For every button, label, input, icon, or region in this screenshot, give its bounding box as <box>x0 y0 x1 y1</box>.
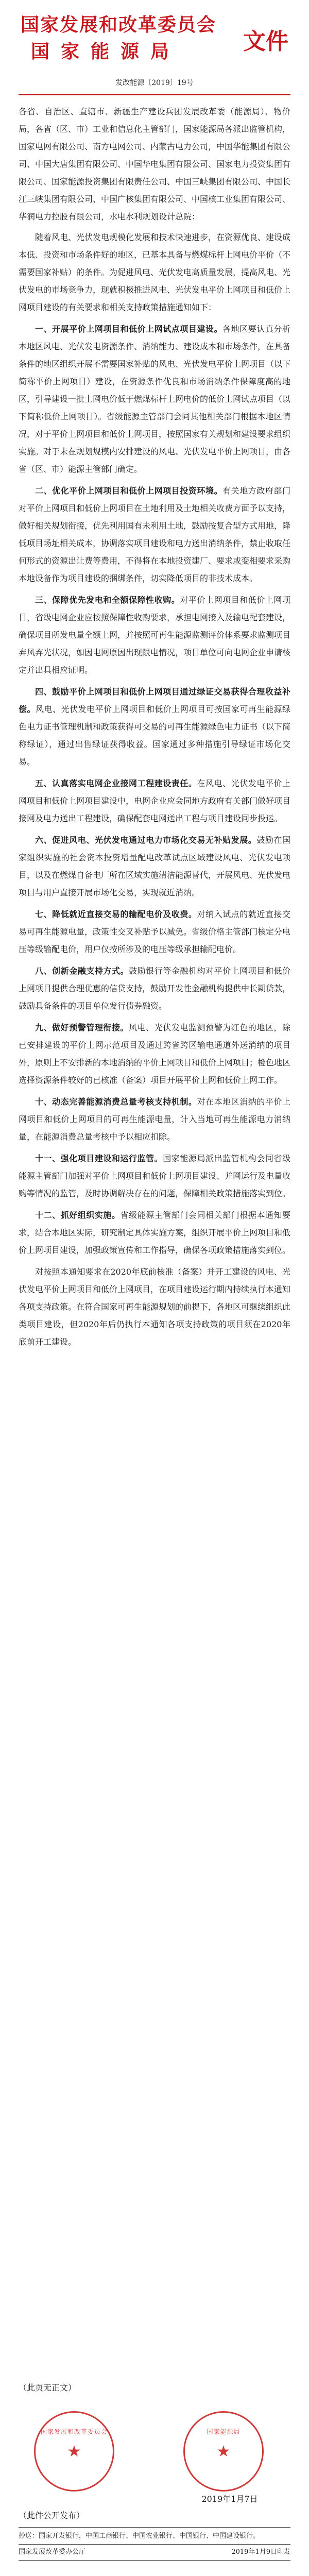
signature-block <box>19 2380 290 2520</box>
signing-date: 2019年1月7日 <box>201 2494 258 2504</box>
intro-paragraph <box>19 229 290 316</box>
section-heading: 七、降低就近直接交易的输配电价及收费。 <box>35 909 197 919</box>
section-4 <box>19 683 290 771</box>
section-heading: 五、认真落实电网企业接网工程建设责任。 <box>35 778 197 788</box>
issuing-row <box>19 2545 290 2560</box>
star-icon: ★ <box>216 2442 231 2461</box>
document-number: 发改能源〔2019〕19号 <box>115 79 194 87</box>
document-body <box>19 103 290 1355</box>
section-6 <box>19 832 290 902</box>
nea-seal-stamp <box>183 2411 264 2492</box>
section-heading: 八、创新金融支持方式。 <box>35 966 129 976</box>
public-release-note: （此件公开发布） <box>19 2511 85 2520</box>
ndrc-seal-stamp <box>34 2411 114 2492</box>
section-text: 对平价上网项目和低价上网项目，省级电网企业应按照保障性收购要求，承担电网接入及输电配套建设，确保项目所发电量全额上网，并按照可再生能源监测评价体系要求监测项目弃风弃光状况，如因电网原因出现限电情况，项目单位可向电网企业申请核定并出具相应证明。 <box>19 595 291 675</box>
section-8 <box>19 962 290 1015</box>
issuer-ndrc: 国家发展和改革委员会 <box>21 14 217 36</box>
footer-bottom-rule <box>19 2560 290 2561</box>
issuing-office: 国家发展改革委办公厅 <box>19 2548 86 2556</box>
section-text: 各地区要认真分析本地区风电、光伏发电资源条件、消纳能力、建设成本和市场条件，在具备条件的地区组织开展不需要国家补贴的风电、光伏发电平价上网项目（以下简称平价上网项目）建设，在资源条件优良和市场消纳条件保障度高的地区，引导建设一批上网电价低于燃煤标杆上网电价的低价上网试点项目（以下简称低价上网项目）。省级能源主管部门会同其他相关部门根据本地区情况，对于平价上网项目和低价上网项目，按照国家有关规划和建设要求组织实施。对于未在规划规模内安排建设的风电、光伏发电平价上网项目，由各省（区、市）能源主管部门确定。 <box>19 324 291 474</box>
issuer-nea: 国家能源局 <box>31 41 181 62</box>
section-text: 鼓励银行等金融机构对平价上网项目和低价上网项目提供合理优惠的信贷支持，鼓励开发性金融机构提供中长期贷款，鼓励具备条件的项目单位发行债券融资。 <box>19 966 291 1011</box>
seal-1-label: 国家发展和改革委员会 <box>40 2428 108 2435</box>
seal-2-label: 国家能源局 <box>207 2428 241 2435</box>
document-word: 文件 <box>243 28 288 55</box>
section-heading: 二、优化平价上网项目和低价上网项目投资环境。 <box>35 486 223 496</box>
section-text: 在风电、光伏发电平价上网项目和低价上网项目建设中，电网企业应会同地方政府有关部门做好项目接网及电力送出工程建设，确保配套电网送出工程与项目建设同步投运。 <box>19 778 291 823</box>
section-text: 对在本地区消纳的平价上网项目和低价上网项目的可再生能源电量，计入当地可再生能源电力消纳量，在能源消费总量考核中予以相应扣除。 <box>19 1097 290 1142</box>
section-heading: 十、动态完善能源消费总量考核支持机制。 <box>35 1097 197 1107</box>
section-11 <box>19 1150 290 1202</box>
issue-date: 2019年1月9日印发 <box>231 2548 290 2556</box>
section-heading: 四、鼓励平价上网项目和低价上网项目通过绿证交易获得合理收益补偿。 <box>19 687 290 714</box>
section-heading: 九、做好预警管理衔接。 <box>35 1023 129 1032</box>
section-heading: 一、开展平价上网项目和低价上网试点项目建设。 <box>35 324 223 334</box>
red-header-rule <box>19 94 290 95</box>
section-heading: 三、保障优先发电和全额保障性收购。 <box>35 595 180 605</box>
section-12 <box>19 1207 290 1259</box>
section-7 <box>19 906 290 958</box>
section-9 <box>19 1019 290 1089</box>
section-text: 风电、光伏发电监测预警为红色的地区，除已安排建设的平价上网示范项目及通过跨省跨区输电通道外送消纳的项目外，原则上不安排新的本地消纳的平价上网项目和低价上网项目；橙色地区选择资源条件较好的已核准（备案）项目开展平价上网和低价上网工作。 <box>19 1023 291 1085</box>
section-heading: 十二、抓好组织实施。 <box>35 1210 121 1220</box>
section-text: 风电、光伏发电平价上网项目和低价上网项目可按国家可再生能源绿色电力证书管理机制和政策获得可交易的可再生能源绿色电力证书（以下简称绿证），通过出售绿证获得收益。国家通过多种措施引导绿证市场化交易。 <box>19 704 291 767</box>
section-text: 国家能源局派出监管机构会同省级能源主管部门加强对平价上网项目和低价上网项目建设、并网运行及电量收购等情况的监管，及时协调解决存在的问题，保障相关政策措施落实到位。 <box>19 1154 291 1198</box>
section-1 <box>19 320 290 478</box>
document-header <box>21 10 288 88</box>
section-2 <box>19 482 290 587</box>
section-text: 对纳入试点的就近直接交易可再生能源电量，政策性交叉补贴予以减免。省级价格主管部门核定分电压等级输配电价，用户仅按所涉及的电压等级承担输配电价。 <box>19 909 291 954</box>
section-10 <box>19 1093 290 1146</box>
section-text: 随着风电、光伏发电规模化发展和技术快速进步，在资源优良、建设成本低、投资和市场条件好的地区，已基本具备与燃煤标杆上网电价平价（不需要国家补贴）的条件。为促进风电、光伏发电高质量发展，提高风电、光伏发电的市场竞争力，现就积极推进风电、光伏发电平价上网项目和低价上网项目建设的有关要求和相关支持政策措施通知如下： <box>19 232 291 312</box>
closing-paragraph <box>19 1263 290 1351</box>
section-text: 省级能源主管部门会同相关部门根据本通知要求，结合本地区实际，研究制定具体实施方案，组织开展平价上网项目和低价上网项目建设，加强政策宣传和工作指导，确保各项政策措施落实到位。 <box>19 1210 291 1255</box>
section-heading: 六、促进风电、光伏发电通过电力市场化交易无补贴发展。 <box>35 835 257 845</box>
section-text: 鼓励在国家组织实施的社会资本投资增量配电改革试点区域建设风电、光伏发电项目，以及在燃煤自备电厂所在区域实施清洁能源替代，开展风电、光伏发电项目与用户直接开展市场化交易，实现就近消纳。 <box>19 835 291 897</box>
recipients: 各省、自治区、直辖市、新疆生产建设兵团发展改革委（能源局）、物价局，各省（区、市）工业和信息化主管部门，国家能源局各派出监管机构，国家电网有限公司、南方电网公司、内蒙古电力公司，中国华能集团有限公司、中国大唐集团有限公司、中国华电集团有限公司、国家电力投资集团有限公司、国家能源投资集团有限责任公司、中国三峡集团有限公司、中国长江三峡集团有限公司、中国广核集团有限公司、中国核工业集团有限公司、华润电力控股有限公司，水电水利规划设计总院： <box>19 107 291 222</box>
section-text: 对按照本通知要求在2020年底前核准（备案）并开工建设的风电、光伏发电平价上网项目和低价上网项目，在项目建设运行期内持续执行本通知各项支持政策。在符合国家可再生能源规划的前提下，各地区可继续组织此类项目建设，但2020年后仍执行本通知各项支持政策的项目须在2020年底前开工建设。 <box>19 1267 291 1347</box>
section-3 <box>19 591 290 679</box>
section-text: 有关地方政府部门对平价上网项目和低价上网项目在土地利用及土地相关收费方面予以支持，做好相关规划衔接，优先利用国有未利用土地，鼓励按复合型方式用地，降低项目场址相关成本，协调落实项目建设和电力送出消纳条件，禁止收取任何形式的资源出让费等费用，不得将在本地投资建厂、要求或变相要求采购本地设备作为项目建设的捆绑条件，切实降低项目的非技术成本。 <box>19 486 291 583</box>
document-footer <box>19 2527 290 2561</box>
attachment-note: （此页无正文） <box>19 2383 77 2393</box>
section-heading: 十一、强化项目建设和运行监管。 <box>35 1154 163 1163</box>
cc-list: 抄送：国家开发银行，中国工商银行、中国农业银行、中国银行、中国建设银行。 <box>19 2532 260 2540</box>
star-icon: ★ <box>67 2442 81 2461</box>
section-5 <box>19 775 290 827</box>
